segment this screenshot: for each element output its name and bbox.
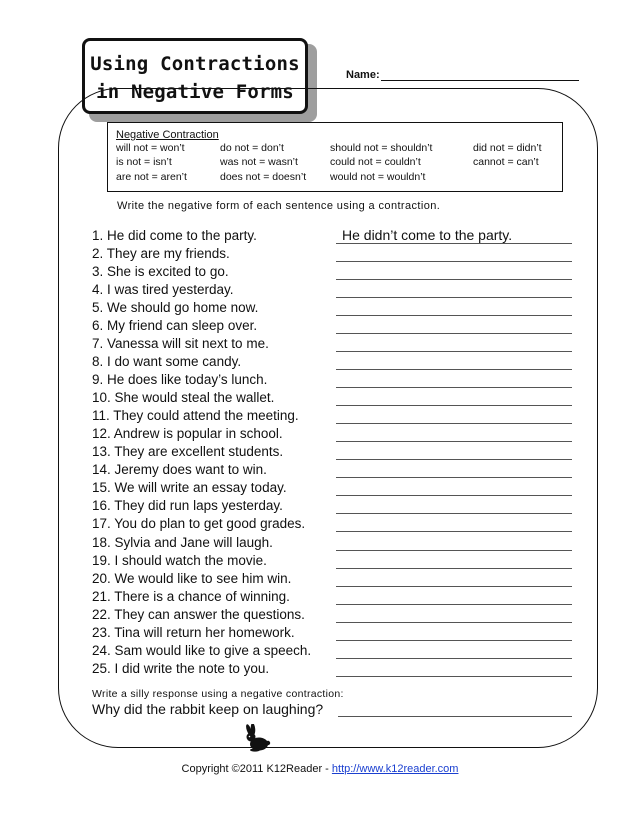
answer-line-2[interactable]: [336, 261, 572, 262]
answer-line-16[interactable]: [336, 513, 572, 514]
name-label: Name:: [346, 69, 380, 81]
sentence-17: 17. You do plan to get good grades.: [92, 516, 306, 531]
sentence-4: 4. I was tired yesterday.: [92, 282, 234, 297]
name-field[interactable]: [346, 68, 579, 81]
title-line-1: Using Contractions: [90, 53, 300, 75]
answer-line-15[interactable]: [336, 495, 572, 496]
sentence-22: 22. They can answer the questions.: [92, 607, 305, 622]
reference-item: does not = doesn’t: [220, 171, 307, 183]
answer-line-22[interactable]: [336, 622, 572, 623]
sentence-13: 13. They are excellent students.: [92, 444, 284, 459]
contraction-reference-box: [107, 122, 563, 192]
reference-item: would not = wouldn’t: [330, 171, 426, 183]
answer-line-4[interactable]: [336, 297, 572, 298]
sentence-21: 21. There is a chance of winning.: [92, 589, 290, 604]
k12reader-link[interactable]: http://www.k12reader.com: [331, 763, 459, 775]
reference-item: cannot = can’t: [473, 156, 539, 168]
answer-line-7[interactable]: [336, 351, 572, 352]
reference-item: will not = won’t: [116, 142, 185, 154]
sentence-7: 7. Vanessa will sit next to me.: [92, 336, 269, 351]
sentence-23: 23. Tina will return her homework.: [92, 625, 295, 640]
sentence-3: 3. She is excited to go.: [92, 264, 229, 279]
sentence-20: 20. We would like to see him win.: [92, 571, 292, 586]
rabbit-icon: [241, 724, 271, 752]
sentence-24: 24. Sam would like to give a speech.: [92, 643, 312, 658]
answer-line-11[interactable]: [336, 423, 572, 424]
answer-line-14[interactable]: [336, 477, 572, 478]
answer-line-19[interactable]: [336, 568, 572, 569]
sentence-18: 18. Sylvia and Jane will laugh.: [92, 535, 273, 550]
sentence-11: 11. They could attend the meeting.: [92, 408, 299, 423]
sentence-2: 2. They are my friends.: [92, 246, 230, 261]
answer-line-20[interactable]: [336, 586, 572, 587]
answer-line-1[interactable]: [336, 243, 572, 244]
sample-answer: He didn’t come to the party.: [342, 227, 513, 243]
answer-line-12[interactable]: [336, 441, 572, 442]
title-line-2: in Negative Forms: [96, 81, 294, 103]
sentence-16: 16. They did run laps yesterday.: [92, 498, 283, 513]
reference-item: are not = aren’t: [116, 171, 187, 183]
answer-line-8[interactable]: [336, 369, 572, 370]
answer-line-10[interactable]: [336, 405, 572, 406]
answer-line-25[interactable]: [336, 676, 572, 677]
instructions: Write the negative form of each sentence using a contraction.: [117, 200, 441, 212]
reference-item: was not = wasn’t: [220, 156, 298, 168]
sentence-15: 15. We will write an essay today.: [92, 480, 287, 495]
sentence-1: 1. He did come to the party.: [92, 228, 257, 243]
copyright-footer: [0, 763, 640, 775]
reference-item: did not = didn’t: [473, 142, 542, 154]
sentence-25: 25. I did write the note to you.: [92, 661, 270, 676]
answer-line-13[interactable]: [336, 459, 572, 460]
riddle-answer-line[interactable]: [338, 716, 572, 717]
sentence-12: 12. Andrew is popular in school.: [92, 426, 283, 441]
answer-line-21[interactable]: [336, 604, 572, 605]
riddle-question: Why did the rabbit keep on laughing?: [92, 701, 324, 717]
sentence-9: 9. He does like today’s lunch.: [92, 372, 268, 387]
sentence-14: 14. Jeremy does want to win.: [92, 462, 267, 477]
sentence-10: 10. She would steal the wallet.: [92, 390, 275, 405]
answer-line-23[interactable]: [336, 640, 572, 641]
reference-item: is not = isn’t: [116, 156, 172, 168]
sentence-8: 8. I do want some candy.: [92, 354, 242, 369]
answer-line-17[interactable]: [336, 531, 572, 532]
reference-item: do not = don’t: [220, 142, 284, 154]
answer-line-24[interactable]: [336, 658, 572, 659]
answer-line-5[interactable]: [336, 315, 572, 316]
name-input-line[interactable]: [381, 68, 579, 81]
sentence-6: 6. My friend can sleep over.: [92, 318, 258, 333]
answer-line-18[interactable]: [336, 550, 572, 551]
answer-line-3[interactable]: [336, 279, 572, 280]
reference-item: should not = shouldn’t: [330, 142, 433, 154]
silly-response-instructions: Write a silly response using a negative contraction:: [92, 688, 344, 700]
answer-line-9[interactable]: [336, 387, 572, 388]
reference-item: could not = couldn’t: [330, 156, 421, 168]
sentence-5: 5. We should go home now.: [92, 300, 259, 315]
copyright-text: Copyright ©2011 K12Reader -: [181, 763, 332, 775]
answer-line-6[interactable]: [336, 333, 572, 334]
sentence-19: 19. I should watch the movie.: [92, 553, 267, 568]
reference-title: Negative Contraction: [116, 129, 219, 141]
